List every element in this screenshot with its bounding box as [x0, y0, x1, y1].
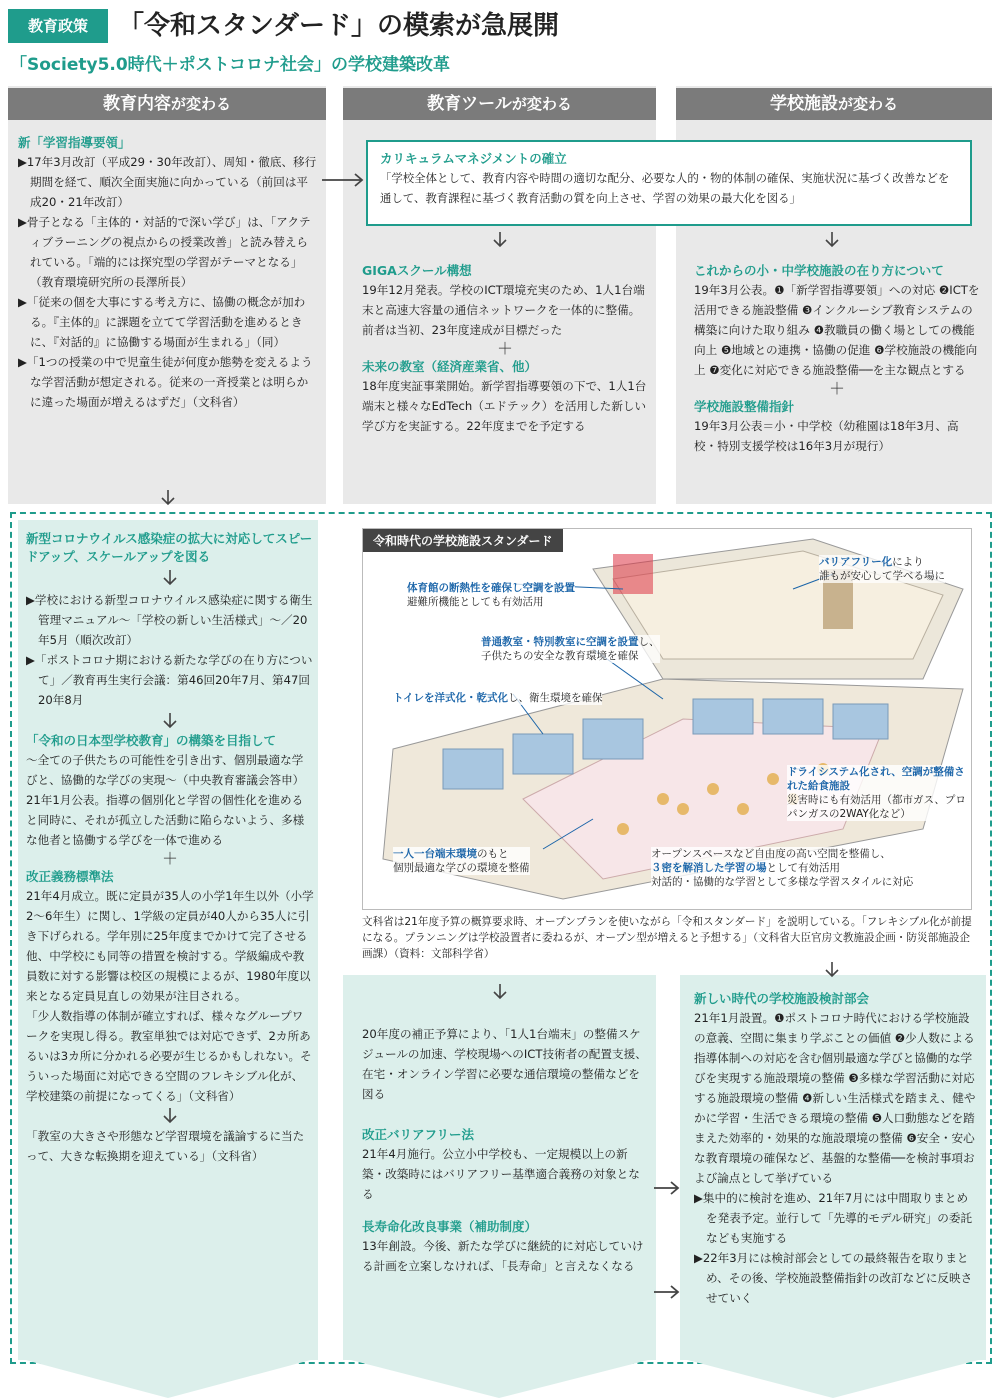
page-title: 「令和スタンダード」の模索が急展開 — [118, 11, 559, 41]
heading-compulsory-standards: 改正義務標準法 — [26, 869, 114, 884]
column-2-lower — [362, 1024, 648, 1276]
heading-curriculum-management: カリキュラムマネジメントの確立 — [380, 151, 567, 166]
heading-facility-guidelines: 学校施設整備指針 — [694, 399, 795, 414]
paragraph: 21年1月設置。❶ポストコロナ時代における学校施設の意義、空間に集まり学ぶことの価値 ❷少人数による指導体制への対応を含む個別最適な学びと協働的な学びを実現する施設環境の整備 ❸多様な学習活動に対応する施設環境の整備 ❹新しい生活様式を踏まえ、健やかに学習・生活できる環境の整備 ❺人口動態などを踏まえた効率的・効果的な施設環境の整備 ❻安全・安心な教育環境の確保など、基盤的な整備──を検討事項および論点として挙げている — [694, 1011, 976, 1185]
callout-open-space: オープンスペースなど自由度の高い空間を整備し、 ３密を解消した学習の場として有効活用 対話的・協働的な学習として多様な学習スタイルに対応 — [651, 848, 914, 888]
callout-toilet: トイレを洋式化・乾式化し、衛生環境を確保 — [393, 692, 603, 704]
paragraph: 18年度実証事業開始。新学習指導要領の下で、1人1台端末と様々なEdTech（エドテック）を活用した新しい学び方を実証する。22年度までを予定する — [362, 379, 647, 433]
chevron-down-icon — [18, 1358, 318, 1398]
category-tag: 教育政策 — [8, 9, 108, 43]
callout-classroom-ac: 普通教室・特別教室に空調を設置し、 子供たちの安全な教育環境を確保 — [481, 636, 660, 662]
spacer — [362, 1104, 648, 1126]
heading-longevity-project: 長寿命化改良事業（補助制度） — [362, 1219, 538, 1234]
column-3-lower — [694, 990, 978, 1308]
column-2-top — [362, 262, 648, 436]
arrow-down-icon — [162, 1108, 178, 1124]
heading-new-curriculum: 新「学習指導要領」 — [18, 135, 131, 150]
arrow-gap — [26, 1106, 314, 1126]
callout-barrier-free: バリアフリー化により 誰もが安心して学べる場に — [819, 556, 945, 582]
paragraph: ～全ての子供たちの可能性を引き出す、個別最適な学びと、協働的な学びの実現～（中央教育審議会答申） — [26, 753, 305, 787]
paragraph: 21年4月成立。既に定員が35人の小学1年生以外（小学2～6年生）に関し、1学級の定員が40人から35人に引き下げられる。学年別に25年度までかけて完了させる他、中学校にも同等の措置を検討する。学級編成や教員数に対する影響は校区の規模による​が、1980年度以来となる定員見直しの効果が注目される。 — [26, 889, 314, 1003]
paragraph: 「教室の大きさや形態など学習環境を議論するに当たって、大きな転換期を迎えている」（文科省） — [26, 1129, 305, 1163]
arrow-down-icon — [162, 569, 178, 587]
figure-label: 令和時代の学校施設スタンダード — [363, 529, 563, 552]
bullet-text: ▶「従来の個を大事にする考え方に、協働の概念が加わる。『主体的』に課題を立てて学習活動を進めるときに、『対話的』に協働する場面が生まれる」（同） — [18, 295, 306, 349]
arrow-gap — [26, 566, 314, 590]
curriculum-management-box — [366, 140, 972, 226]
paragraph: 「学校全体として、教育内容や時間の適切な配分、必要な人的・物的体制の確保、実施状況に基づく改善などを通して、教育課程に基づく教育活動の質を向上させ、学習の効果の最大化を図る」 — [380, 171, 950, 205]
paragraph: 19年3月公表。❶「新学習指導要領」への対応 ❷ICTを活用できる施設整備 ❸インクルーシブ教育システムの構築に向けた取り組み ❹教職員の働く場としての機能向上 ❺地域との連携・協働の促進 ❻学校施設の機能向上 ❼変化に対応できる施設整備──を主な観点とする — [694, 283, 980, 377]
column-header-facilities: 学校施設が変わる — [676, 88, 992, 120]
figure-caption: 文科省は21年度予算の概算要求時、オープンプランを使いながら「令和スタンダード」を説明している。「フレキシブル化が前提になる。プランニングは学校設置者に委ねるが、オープン型が増えると予想する」（文科省大臣官房文教施設企画・防災部施設企画課）（資料：文部科学省） — [362, 916, 972, 960]
callout-gym: 体育館の断熱性を確保し空調を設置 避難所機能としても有効活用 — [407, 582, 575, 608]
spacer — [362, 1204, 648, 1218]
column-header-tools: 教育ツールが変わる — [343, 88, 656, 120]
arrow-down-icon — [824, 962, 840, 978]
arrow-down-icon — [824, 232, 840, 248]
arrow-down-icon — [162, 713, 178, 729]
chevron-down-icon — [343, 1358, 656, 1398]
arrow-down-icon — [160, 490, 176, 506]
paragraph: 21年4月施行。公立小中学校も、一定規模以上の新築・改築時にはバリアフリー基準適合義務の対象となる — [362, 1147, 640, 1201]
bullet-text: ▶集中的に検討を進め、21年7月には中間取りまとめを発表予定。並行して「先導的モデル研究」の委託なども実施する — [694, 1191, 973, 1245]
heading-giga-school: GIGAスクール構想 — [362, 263, 472, 278]
column-header-content: 教育内容が変わる — [8, 88, 326, 120]
column-3-top — [694, 262, 980, 456]
paragraph: 21年1月公表。指導の個別化と学習の個性化を進めると同時に、それが孤立した活動に陥らないよう、多様な他者と協働する学びを一体で進める — [26, 793, 305, 847]
callout-kitchen: ドライシステム化され、空調が整備された給食施設 災害時にも有効活用（都市ガス、プロパンガスの2WAY化など） — [787, 766, 966, 820]
plus-sign: ＋ — [496, 339, 513, 358]
bullet-text: ▶「1つの授業の中で児童生徒が何度か態勢を変えるような学習活動が想定される。従来の一斉授業とは明らかに違った場面が増えるはずだ」（文科省） — [18, 355, 313, 409]
column-1-top — [18, 134, 318, 412]
arrow-right-icon — [654, 1180, 682, 1196]
bullet-text: ▶学校における新型コロナウイルス感染症に関する衛生管理マニュアル～「学校の新しい生活様式」～／20年5月（順次改訂） — [26, 593, 313, 647]
arrow-right-icon — [322, 172, 366, 188]
chevron-down-icon — [680, 1358, 986, 1398]
page-subtitle: 「Society5.0時代＋ポストコロナ社会」の学校建築改革 — [10, 55, 450, 75]
arrow-down-icon — [492, 984, 508, 1000]
arrow-gap — [26, 710, 314, 732]
callout-one-device: 一人一台端末環境のもと 個別最適な学びの環境を整備 — [393, 848, 530, 874]
heading-school-facilities-future: これからの小・中学校施設の在り方について — [694, 263, 944, 278]
heading-reiwa-education: 「令和の日本型学校教育」の構築を目指して — [26, 733, 277, 748]
arrow-right-icon — [654, 1284, 682, 1300]
arrow-down-icon — [492, 232, 508, 248]
bullet-text: ▶「ポストコロナ期における新たな学びの在り方について」／教育再生実行会議：第46回20年7月、第47回20年8月 — [26, 653, 313, 707]
bullet-text: ▶17年3月改訂（平成29・30年改訂）、周知・徹底、移行期間を経て、順次全面実施に向かっている（前回は平成20・21年改訂） — [18, 155, 317, 209]
plus-sign: ＋ — [828, 379, 845, 398]
heading-future-classroom: 未来の教室（経済産業省、他） — [362, 359, 538, 374]
paragraph: 19年3月公表＝小・中学校（幼稚園は18年3月、高校・特別支援学校は16年3月が現行） — [694, 419, 959, 453]
bullet-text: ▶骨子となる「主体的・対話的で深い学び」は、「アクティブラーニングの視点からの授業改善」と読み替えられている。「端的には探究型の学習がテーマとなる」（教育環境研究所の長澤所長） — [18, 215, 311, 289]
paragraph: 「少人数指導の体制が確立すれば、様々なグループワークを実現し得る。教室単独では対応できず、2カ所あるいは3カ所に分かれる必要が生じるかもしれない。そういった場面に対応できる空間のフレキシブル化が、学校建築の前提になってくる」（文科省） — [26, 1009, 312, 1103]
plus-sign: ＋ — [161, 849, 178, 868]
paragraph: 19年12月発表。学校のICT環境充実のため、1人1台端末と高速大容量の通信ネットワークを一体的に整備。前者は当初、23年度達成が目標だった — [362, 283, 645, 337]
heading-covid-response: 新型コロナウイルス感染症の拡大に対応してスピードアップ、スケールアップを図る — [26, 531, 313, 564]
paragraph: 13年創設。今後、新たな学びに継続的に対応していける計画を立案しなければ、「長寿命」と言えなくなる — [362, 1239, 644, 1273]
column-1-lower — [26, 530, 314, 1166]
heading-new-era-committee: 新しい時代の学校施設検討部会 — [694, 991, 870, 1006]
school-illustration — [362, 528, 972, 910]
heading-barrier-free-law: 改正バリアフリー法 — [362, 1127, 475, 1142]
paragraph: 20年度の補正予算により、「1人1台端末」の整備スケジュールの加速、学校現場へのICT技術者の配置支援、在宅・オンライン学習に必要な通信環境の整備などを図る — [362, 1027, 647, 1101]
bullet-text: ▶22年3月には検討部会としての最終報告を取りまとめ、その後、学校施設整備指針の改訂などに反映させていく — [694, 1251, 973, 1305]
